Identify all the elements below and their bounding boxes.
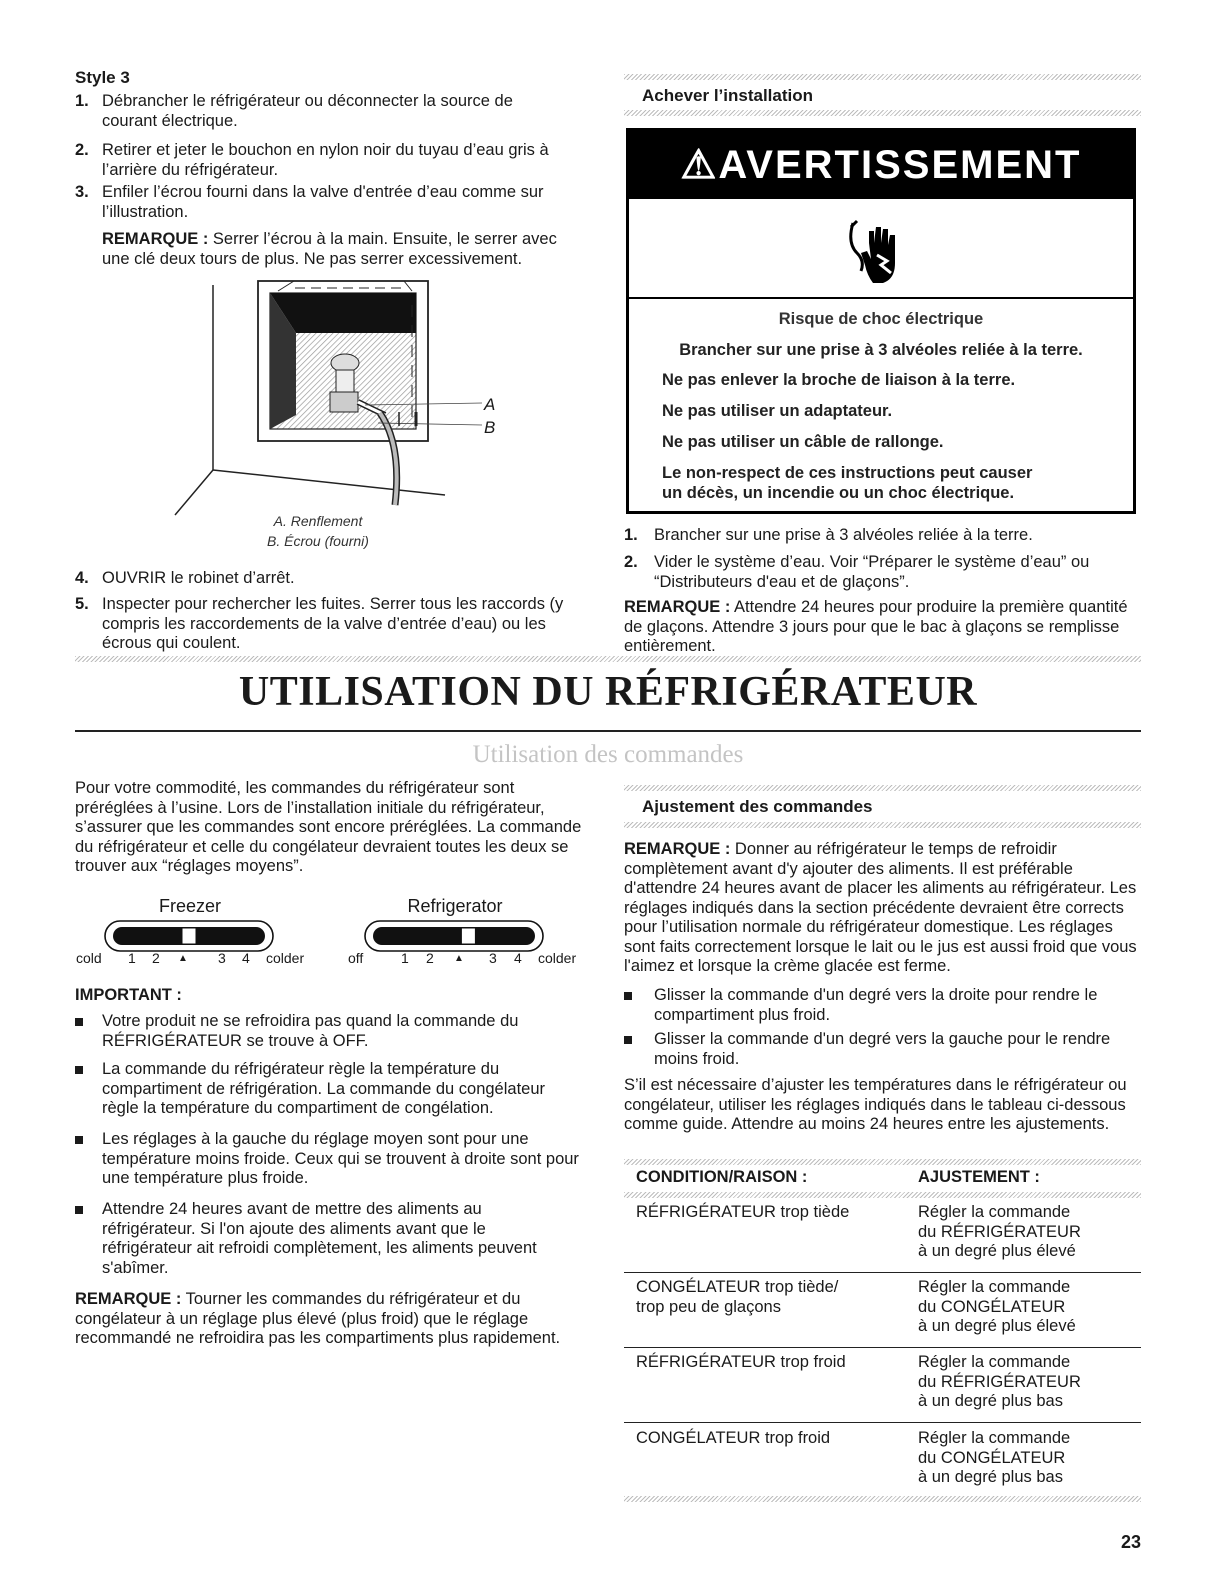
achever-heading: Achever l’installation	[642, 86, 813, 105]
warning-consequence: un décès, un incendie ou un choc électrique.	[662, 484, 1015, 502]
intro-paragraph: Pour votre commodité, les commandes du réfrigérateur sont préréglées à l’usine. Lors de l’installation initiale du réfrigérateur, s’assurer que les commandes sont encore préréglées. La commande du réfrigérateur et celle du congélateur devraient toutes les deux se trouver aux “réglages moyens”.	[75, 779, 582, 875]
bullet-icon	[75, 1018, 83, 1026]
section-title: Utilisation des commandes	[472, 741, 744, 768]
ajustement-heading: Ajustement des commandes	[642, 797, 873, 816]
divider	[624, 822, 1141, 828]
bullet-icon	[624, 1036, 632, 1044]
bullet-icon	[75, 1206, 83, 1214]
warning-risk: Risque de choc électrique	[778, 310, 984, 328]
warning-line: Ne pas enlever la broche de liaison à la terre.	[662, 371, 1016, 389]
important-label: IMPORTANT :	[75, 986, 182, 1004]
left-remarque: REMARQUE : Tourner les commandes du réfrigérateur et du congélateur à un réglage plus élevé (plus froid) que le réglage recommandé ne refroidira pas les compartiments plus rapidement.	[75, 1290, 561, 1347]
divider	[624, 1192, 1141, 1198]
warning-line: Ne pas utiliser un adaptateur.	[662, 402, 893, 420]
divider	[624, 74, 1141, 80]
warning-line: Brancher sur une prise à 3 alvéoles reliée à la terre.	[679, 341, 1083, 359]
refrigerator-label: Refrigerator	[407, 896, 503, 916]
warning-line: Ne pas utiliser un câble de rallonge.	[662, 433, 944, 451]
table-header-adjustment: AJUSTEMENT :	[918, 1168, 1040, 1186]
freezer-label: Freezer	[158, 896, 221, 916]
refrigerator-slider[interactable]	[461, 928, 475, 944]
right-remarque: REMARQUE : Donner au réfrigérateur le temps de refroidir complètement avant d'y ajouter des aliments. Il est préférable d'attendre 24 heures avant de placer les aliments au réfrigérateur. Les réglages indiqués dans la section précédente devraient être corrects pour l’utilisation normale du réfrigérateur domestique. Les réglages sont faits correctement lorsque le lait ou le jus est aussi froid que vous l'aimez et lorsque la crème glacée est ferme.	[624, 840, 1137, 975]
right-paragraph: S’il est nécessaire d’ajuster les températures dans le réfrigérateur ou congélateur, utiliser les réglages indiqués dans le tableau ci-dessous comme guide. Attendre au moins 24 heures entre les ajustements.	[624, 1076, 1127, 1133]
divider	[624, 785, 1141, 791]
style3-heading: Style 3	[75, 68, 130, 87]
achever-remarque: REMARQUE : Attendre 24 heures pour produire la première quantité de glaçons. Attendre 3 jours pour que le bac à glaçons se remplisse entièrement.	[624, 598, 1128, 655]
divider	[624, 1347, 1141, 1348]
bullet-icon	[75, 1136, 83, 1144]
figure-label-b: B	[484, 418, 496, 437]
divider	[624, 1272, 1141, 1273]
warning-consequence: Le non-respect de ces instructions peut causer	[662, 464, 1033, 482]
figure-caption-a: A. Renflement	[273, 513, 363, 529]
water-valve-illustration	[170, 275, 520, 520]
divider	[624, 1496, 1141, 1502]
freezer-slider[interactable]	[182, 928, 196, 944]
divider	[629, 297, 1133, 299]
figure-caption-b: B. Écrou (fourni)	[267, 533, 369, 549]
table-row: RÉFRIGÉRATEUR trop froid Régler la commande du RÉFRIGÉRATEUR à un degré plus bas	[636, 1353, 1081, 1410]
divider	[624, 1159, 1141, 1165]
electric-shock-hand-icon	[843, 213, 923, 293]
table-row: CONGÉLATEUR trop tiède/ trop peu de glaçons Régler la commande du CONGÉLATEUR à un degré plus élevé	[636, 1278, 1076, 1335]
warning-title: ⚠AVERTISSEMENT	[629, 131, 1133, 199]
page-title: UTILISATION DU RÉFRIGÉRATEUR	[238, 669, 978, 715]
divider	[75, 656, 1141, 662]
table-row: CONGÉLATEUR trop froid Régler la commande du CONGÉLATEUR à un degré plus bas	[636, 1429, 1071, 1486]
bullet-icon	[624, 992, 632, 1000]
warning-box	[626, 128, 1136, 514]
style3-remarque: REMARQUE : Serrer l’écrou à la main. Ensuite, le serrer avec une clé deux tours de plus. Ne pas serrer excessivement.	[102, 230, 557, 268]
divider	[624, 1422, 1141, 1423]
page-number: 23	[1120, 1532, 1141, 1552]
table-header-condition: CONDITION/RAISON :	[636, 1168, 808, 1186]
divider	[75, 730, 1141, 732]
divider	[624, 110, 1141, 116]
figure-label-a: A	[484, 395, 496, 414]
table-row: RÉFRIGÉRATEUR trop tiède Régler la commande du RÉFRIGÉRATEUR à un degré plus élevé	[636, 1203, 1081, 1260]
bullet-icon	[75, 1066, 83, 1074]
